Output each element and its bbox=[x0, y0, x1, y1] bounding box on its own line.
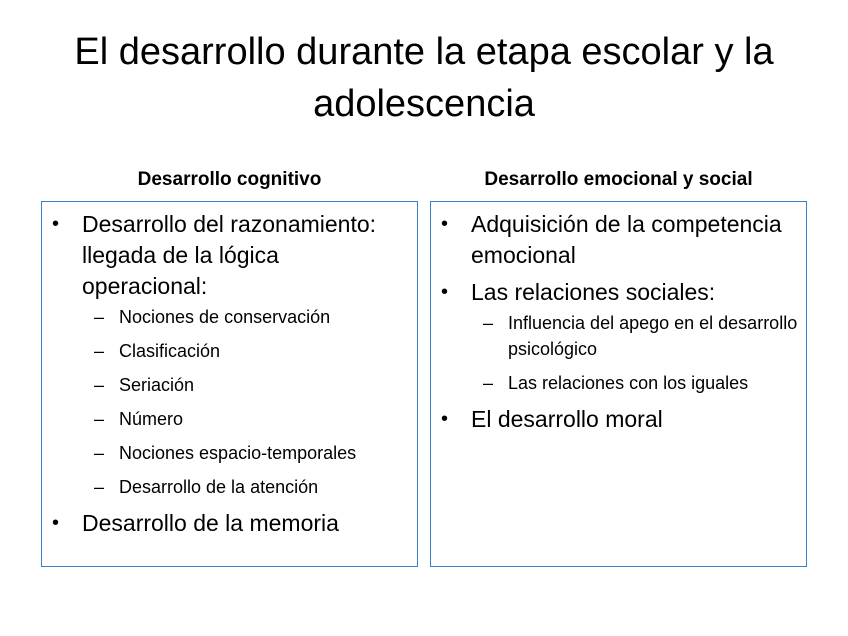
list-item-text: Adquisición de la competencia emocional bbox=[471, 211, 782, 268]
column-heading-cognitive: Desarrollo cognitivo bbox=[137, 169, 322, 190]
cognitive-list bbox=[42, 209, 409, 539]
sub-list-item bbox=[471, 370, 798, 396]
sub-list bbox=[471, 310, 798, 396]
dash-icon: – bbox=[94, 477, 105, 497]
dash-icon: – bbox=[483, 373, 494, 393]
sub-list-item bbox=[82, 474, 409, 500]
bullet-icon: • bbox=[441, 213, 449, 235]
sub-list-item bbox=[82, 338, 409, 364]
list-item bbox=[42, 209, 409, 500]
list-item-text: Las relaciones sociales: bbox=[471, 279, 716, 305]
cognitive-development-panel bbox=[41, 201, 418, 567]
sub-list-item-text: Nociones espacio-temporales bbox=[119, 443, 357, 463]
sub-list bbox=[82, 304, 409, 500]
dash-icon: – bbox=[94, 409, 105, 429]
sub-list-item-text: Nociones de conservación bbox=[119, 307, 331, 327]
list-item bbox=[431, 277, 798, 396]
dash-icon: – bbox=[94, 307, 105, 327]
dash-icon: – bbox=[94, 341, 105, 361]
list-item bbox=[42, 508, 409, 539]
bullet-icon: • bbox=[52, 213, 60, 235]
dash-icon: – bbox=[483, 313, 494, 333]
bullet-icon: • bbox=[441, 281, 449, 303]
sub-list-item bbox=[82, 304, 409, 330]
list-item-text: Desarrollo del razonamiento: llegada de la lógica operacional: bbox=[82, 211, 377, 299]
emotional-social-list bbox=[431, 209, 798, 435]
dash-icon: – bbox=[94, 443, 105, 463]
list-item bbox=[431, 404, 798, 435]
dash-icon: – bbox=[94, 375, 105, 395]
sub-list-item-text: Influencia del apego en el desarrollo psicológico bbox=[508, 313, 798, 359]
emotional-social-development-panel bbox=[430, 201, 807, 567]
sub-list-item bbox=[82, 406, 409, 432]
sub-list-item-text: Clasificación bbox=[119, 341, 221, 361]
sub-list-item-text: Las relaciones con los iguales bbox=[508, 373, 749, 393]
list-item-text: El desarrollo moral bbox=[471, 406, 663, 432]
sub-list-item-text: Número bbox=[119, 409, 184, 429]
sub-list-item bbox=[82, 372, 409, 398]
sub-list-item bbox=[82, 440, 409, 466]
list-item bbox=[431, 209, 798, 271]
bullet-icon: • bbox=[441, 408, 449, 430]
sub-list-item-text: Desarrollo de la atención bbox=[119, 477, 319, 497]
column-heading-emotional-social: Desarrollo emocional y social bbox=[484, 169, 753, 190]
slide-title: El desarrollo durante la etapa escolar y la adolescencia bbox=[74, 31, 774, 125]
sub-list-item bbox=[471, 310, 798, 362]
list-item-text: Desarrollo de la memoria bbox=[82, 510, 339, 536]
bullet-icon: • bbox=[52, 512, 60, 534]
sub-list-item-text: Seriación bbox=[119, 375, 195, 395]
